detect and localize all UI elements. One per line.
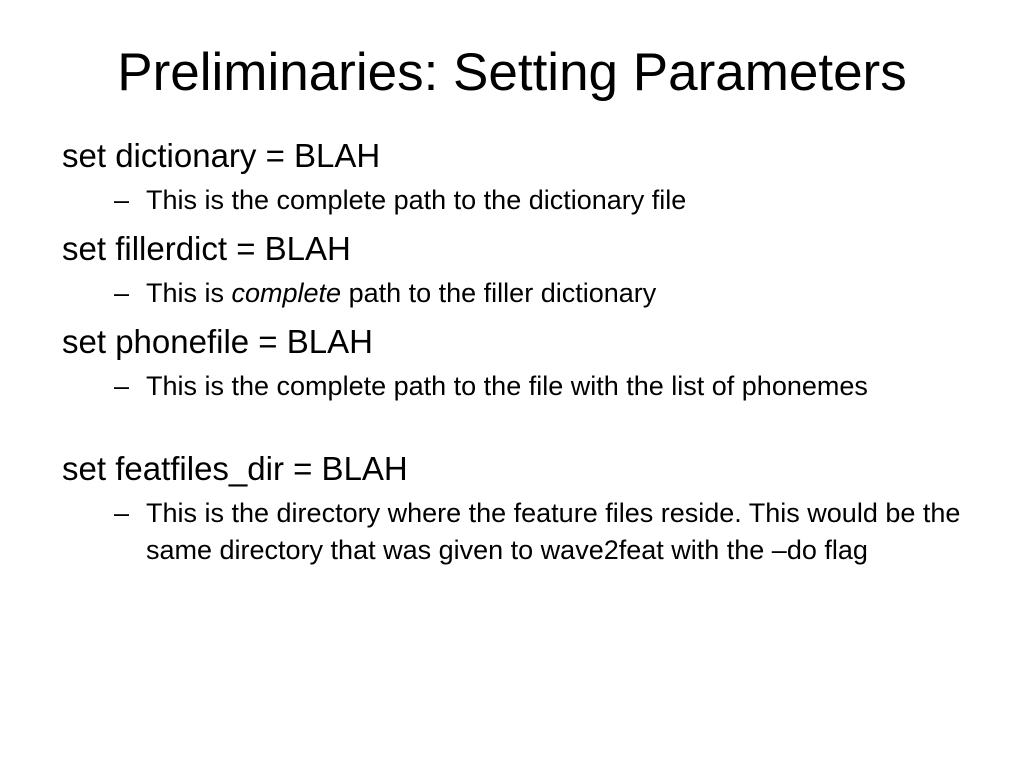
dash-marker: – — [114, 498, 130, 528]
bullet-item-fillerdict: set fillerdict = BLAH — [62, 230, 351, 267]
dash-marker: – — [114, 371, 130, 401]
sub-bullet-text-before: This is — [146, 278, 232, 308]
bullet-item-featfiles-dir: set featfiles_dir = BLAH — [62, 450, 408, 487]
spacer — [62, 415, 962, 449]
bullet-item-phonefile: set phonefile = BLAH — [62, 323, 373, 360]
bullet-list — [62, 136, 962, 579]
sub-bullet-text: This is the complete path to the dictionary file — [146, 185, 687, 215]
sub-bullet-phonefile — [62, 368, 962, 405]
sub-bullet-featfiles-dir — [62, 495, 962, 569]
sub-bullet-emphasis: complete — [231, 278, 342, 308]
sub-bullet-dictionary — [62, 182, 962, 219]
sub-bullet-text-after: path to the filler dictionary — [341, 278, 657, 308]
sub-bullet-fillerdict — [62, 275, 962, 312]
slide-title: Preliminaries: Setting Parameters — [117, 43, 907, 102]
sub-bullet-text: This is the directory where the feature files reside. This would be the same directory that was given to wave2feat with the –do flag — [146, 498, 961, 565]
dash-marker: – — [114, 278, 130, 308]
sub-bullet-text: This is the complete path to the file with the list of phonemes — [146, 371, 868, 401]
bullet-item-dictionary: set dictionary = BLAH — [62, 137, 381, 174]
dash-marker: – — [114, 185, 130, 215]
